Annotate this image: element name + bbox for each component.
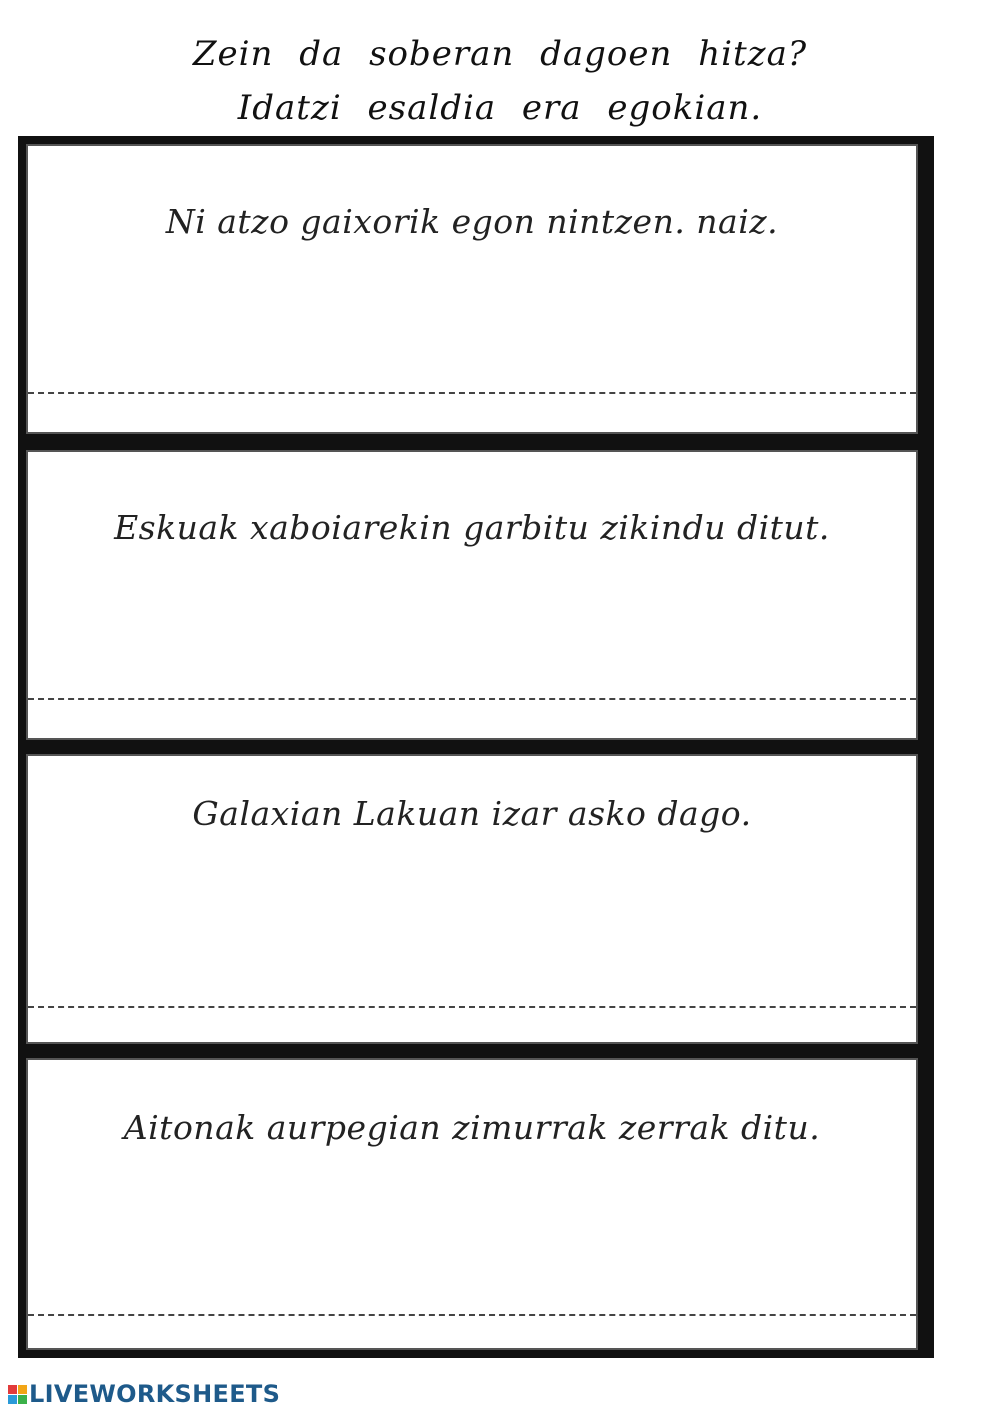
worksheet-title-line-1: Zein da soberan dagoen hitza?: [192, 34, 808, 74]
exercise-card-3: [26, 754, 918, 1044]
answer-line-2[interactable]: [28, 698, 916, 700]
answer-line-1[interactable]: [28, 392, 916, 394]
exercise-sentence-4: Aitonak aurpegian zimurrak zerrak ditu.: [123, 1108, 821, 1147]
answer-line-4[interactable]: [28, 1314, 916, 1316]
exercise-sentence-3: Galaxian Lakuan izar asko dago.: [192, 794, 752, 833]
exercise-sentence-1: Ni atzo gaixorik egon nintzen. naiz.: [165, 202, 779, 241]
liveworksheets-logo-text: LIVEWORKSHEETS: [29, 1380, 281, 1408]
exercise-card-4: [26, 1058, 918, 1350]
exercise-card-2: [26, 450, 918, 740]
liveworksheets-logo-icon: [8, 1385, 27, 1404]
exercise-sentence-2: Eskuak xaboiarekin garbitu zikindu ditut.: [114, 508, 830, 547]
answer-line-3[interactable]: [28, 1006, 916, 1008]
worksheet-title-line-2: Idatzi esaldia era egokian.: [237, 88, 763, 128]
exercise-card-1: [26, 144, 918, 434]
exercise-frame: [18, 136, 934, 1358]
liveworksheets-logo: [8, 1380, 280, 1408]
